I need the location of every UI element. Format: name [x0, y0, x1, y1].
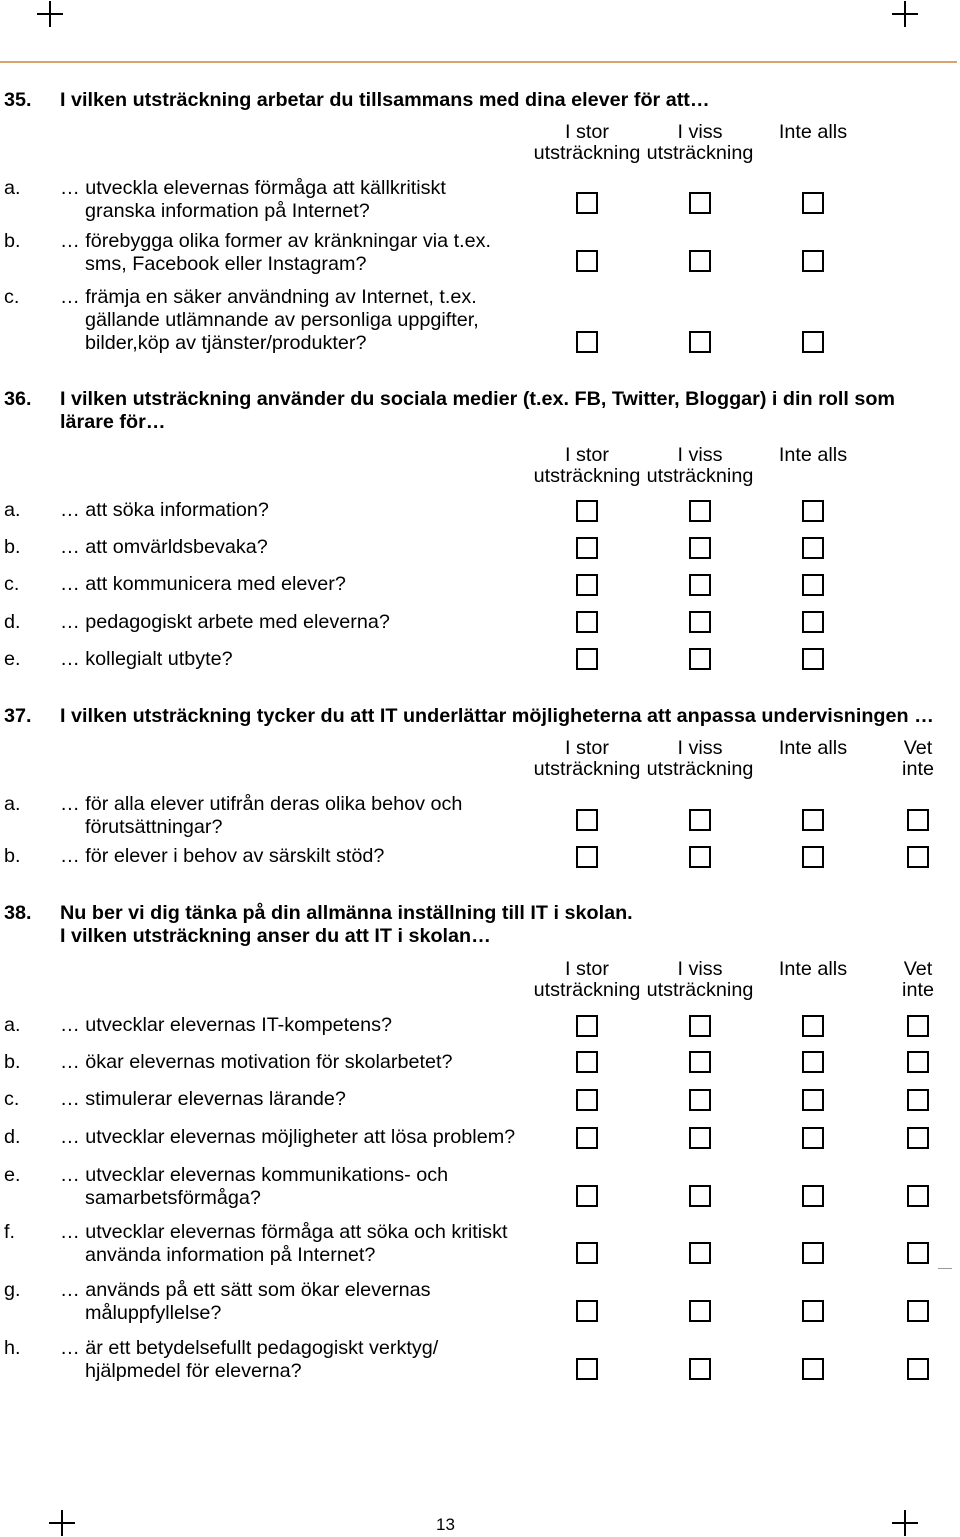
column-header-i-stor — [527, 122, 647, 164]
checkbox-inte-alls[interactable] — [802, 250, 824, 272]
item-text: … att söka information? — [60, 499, 269, 521]
item-text-continued: hjälpmedel för eleverna? — [85, 1360, 302, 1382]
margin-mark — [938, 1268, 952, 1269]
column-header-line: I stor — [565, 958, 609, 980]
item-text: … ökar elevernas motivation för skolarbetet? — [60, 1051, 453, 1073]
item-text-continued: granska information på Internet? — [85, 200, 370, 222]
item-letter: d. — [4, 611, 21, 633]
checkbox-inte-alls[interactable] — [802, 611, 824, 633]
item-text: … att omvärldsbevaka? — [60, 536, 268, 558]
column-header-line: Inte alls — [778, 958, 848, 980]
item-text: … används på ett sätt som ökar elevernas — [60, 1279, 431, 1301]
question-title: I vilken utsträckning tycker du att IT underlättar möjligheterna att anpassa undervisningen … — [60, 705, 934, 727]
checkbox-vet-inte[interactable] — [907, 809, 929, 831]
item-letter: c. — [4, 1088, 20, 1110]
checkbox-i-viss[interactable] — [689, 1127, 711, 1149]
checkbox-i-viss[interactable] — [689, 1300, 711, 1322]
checkbox-i-stor[interactable] — [576, 1127, 598, 1149]
item-letter: a. — [4, 793, 21, 815]
item-letter: e. — [4, 648, 21, 670]
item-text-continued: gällande utlämnande av personliga uppgifter, — [85, 309, 479, 331]
checkbox-i-viss[interactable] — [689, 1089, 711, 1111]
column-header-line: utsträckning — [646, 465, 754, 487]
item-text: … för alla elever utifrån deras olika behov och — [60, 793, 463, 815]
checkbox-i-stor[interactable] — [576, 1089, 598, 1111]
checkbox-vet-inte[interactable] — [907, 1051, 929, 1073]
checkbox-i-viss[interactable] — [689, 1358, 711, 1380]
checkbox-vet-inte[interactable] — [907, 846, 929, 868]
checkbox-inte-alls[interactable] — [802, 1358, 824, 1380]
checkbox-vet-inte[interactable] — [907, 1242, 929, 1264]
item-letter: a. — [4, 177, 21, 199]
item-letter: a. — [4, 499, 21, 521]
item-text: … utvecklar elevernas förmåga att söka och kritiskt — [60, 1221, 508, 1243]
column-header-line: utsträckning — [646, 979, 754, 1001]
checkbox-i-stor[interactable] — [576, 250, 598, 272]
item-letter: b. — [4, 1051, 21, 1073]
checkbox-i-viss[interactable] — [689, 1051, 711, 1073]
question-title-continued: lärare för… — [60, 411, 166, 433]
item-text: … är ett betydelsefullt pedagogiskt verktyg/ — [60, 1337, 439, 1359]
column-header-line: utsträckning — [646, 142, 754, 164]
column-header-line: Vet — [903, 958, 933, 980]
checkbox-inte-alls[interactable] — [802, 648, 824, 670]
page-number: 13 — [436, 1515, 455, 1534]
checkbox-inte-alls[interactable] — [802, 537, 824, 559]
item-letter: b. — [4, 230, 21, 252]
column-header-line: Inte alls — [778, 444, 848, 466]
item-text-continued: måluppfyllelse? — [85, 1302, 222, 1324]
column-header-i-stor — [527, 445, 647, 487]
question-number: 35. — [4, 89, 32, 111]
checkbox-inte-alls[interactable] — [802, 192, 824, 214]
checkbox-i-stor[interactable] — [576, 1015, 598, 1037]
checkbox-i-viss[interactable] — [689, 809, 711, 831]
column-header-line: I stor — [565, 121, 609, 143]
item-text-continued: sms, Facebook eller Instagram? — [85, 253, 367, 275]
checkbox-i-stor[interactable] — [576, 1185, 598, 1207]
checkbox-i-viss[interactable] — [689, 648, 711, 670]
registration-mark-bottom-left — [49, 1510, 75, 1536]
checkbox-i-viss[interactable] — [689, 500, 711, 522]
item-letter: c. — [4, 573, 20, 595]
checkbox-i-viss[interactable] — [689, 1015, 711, 1037]
checkbox-inte-alls[interactable] — [802, 331, 824, 353]
item-letter: d. — [4, 1126, 21, 1148]
checkbox-i-stor[interactable] — [576, 611, 598, 633]
column-header-line: I viss — [677, 737, 723, 759]
checkbox-inte-alls[interactable] — [802, 574, 824, 596]
item-letter: b. — [4, 536, 21, 558]
checkbox-vet-inte[interactable] — [907, 1127, 929, 1149]
item-text: … främja en säker användning av Internet, t.ex. — [60, 286, 477, 308]
item-text: … kollegialt utbyte? — [60, 648, 233, 670]
checkbox-inte-alls[interactable] — [802, 1015, 824, 1037]
item-letter: f. — [4, 1221, 15, 1243]
item-text: … stimulerar elevernas lärande? — [60, 1088, 346, 1110]
item-text-continued: samarbetsförmåga? — [85, 1187, 261, 1209]
column-header-inte-alls — [753, 122, 873, 143]
checkbox-inte-alls[interactable] — [802, 500, 824, 522]
top-crop-rule — [0, 61, 957, 63]
checkbox-i-viss[interactable] — [689, 846, 711, 868]
checkbox-vet-inte[interactable] — [907, 1358, 929, 1380]
column-header-i-viss — [640, 445, 760, 487]
item-letter: b. — [4, 845, 21, 867]
item-text: … att kommunicera med elever? — [60, 573, 346, 595]
item-text-continued: förutsättningar? — [85, 816, 223, 838]
checkbox-i-stor[interactable] — [576, 192, 598, 214]
item-text-continued: bilder,köp av tjänster/produkter? — [85, 332, 367, 354]
item-letter: h. — [4, 1337, 21, 1359]
item-text: … pedagogiskt arbete med eleverna? — [60, 611, 390, 633]
item-text: … förebygga olika former av kränkningar via t.ex. — [60, 230, 491, 252]
item-letter: g. — [4, 1279, 21, 1301]
checkbox-vet-inte[interactable] — [907, 1300, 929, 1322]
checkbox-i-viss[interactable] — [689, 1185, 711, 1207]
item-text: … utvecklar elevernas möjligheter att lösa problem? — [60, 1126, 516, 1148]
column-header-line: utsträckning — [533, 979, 641, 1001]
column-header-vet-inte — [858, 738, 960, 780]
column-header-line: I viss — [677, 958, 723, 980]
question-title: Nu ber vi dig tänka på din allmänna inställning till IT i skolan. — [60, 902, 633, 924]
checkbox-i-viss[interactable] — [689, 250, 711, 272]
checkbox-i-stor[interactable] — [576, 1358, 598, 1380]
checkbox-inte-alls[interactable] — [802, 1051, 824, 1073]
item-letter: a. — [4, 1014, 21, 1036]
column-header-inte-alls — [753, 738, 873, 759]
checkbox-inte-alls[interactable] — [802, 1089, 824, 1111]
column-header-line: utsträckning — [533, 142, 641, 164]
checkbox-i-viss[interactable] — [689, 1242, 711, 1264]
question-number: 37. — [4, 705, 32, 727]
column-header-vet-inte — [858, 959, 960, 1001]
question-title: I vilken utsträckning använder du sociala medier (t.ex. FB, Twitter, Bloggar) i din roll som — [60, 388, 896, 410]
column-header-line: inte — [902, 758, 934, 780]
registration-mark-top-right — [892, 1, 918, 27]
checkbox-i-viss[interactable] — [689, 537, 711, 559]
checkbox-i-stor[interactable] — [576, 574, 598, 596]
checkbox-i-stor[interactable] — [576, 809, 598, 831]
checkbox-i-viss[interactable] — [689, 331, 711, 353]
checkbox-inte-alls[interactable] — [802, 809, 824, 831]
column-header-inte-alls — [753, 959, 873, 980]
checkbox-i-stor[interactable] — [576, 500, 598, 522]
checkbox-i-stor[interactable] — [576, 648, 598, 670]
checkbox-i-viss[interactable] — [689, 192, 711, 214]
column-header-inte-alls — [753, 445, 873, 466]
column-header-i-viss — [640, 738, 760, 780]
column-header-line: I stor — [565, 737, 609, 759]
registration-mark-top-left — [37, 1, 63, 27]
checkbox-i-viss[interactable] — [689, 611, 711, 633]
column-header-i-viss — [640, 122, 760, 164]
column-header-line: Inte alls — [778, 737, 848, 759]
checkbox-inte-alls[interactable] — [802, 1127, 824, 1149]
column-header-line: I viss — [677, 444, 723, 466]
registration-mark-bottom-right — [892, 1510, 918, 1536]
checkbox-i-stor[interactable] — [576, 1300, 598, 1322]
checkbox-i-stor[interactable] — [576, 537, 598, 559]
item-text: … för elever i behov av särskilt stöd? — [60, 845, 385, 867]
column-header-line: Vet — [903, 737, 933, 759]
column-header-line: I stor — [565, 444, 609, 466]
checkbox-i-stor[interactable] — [576, 846, 598, 868]
column-header-line: utsträckning — [646, 758, 754, 780]
checkbox-inte-alls[interactable] — [802, 846, 824, 868]
question-number: 36. — [4, 388, 32, 410]
checkbox-inte-alls[interactable] — [802, 1242, 824, 1264]
column-header-i-viss — [640, 959, 760, 1001]
checkbox-inte-alls[interactable] — [802, 1185, 824, 1207]
item-letter: c. — [4, 286, 20, 308]
column-header-line: utsträckning — [533, 758, 641, 780]
checkbox-vet-inte[interactable] — [907, 1089, 929, 1111]
column-header-i-stor — [527, 738, 647, 780]
item-letter: e. — [4, 1164, 21, 1186]
item-text: … utveckla elevernas förmåga att källkritiskt — [60, 177, 446, 199]
column-header-i-stor — [527, 959, 647, 1001]
column-header-line: inte — [902, 979, 934, 1001]
column-header-line: I viss — [677, 121, 723, 143]
item-text-continued: använda information på Internet? — [85, 1244, 376, 1266]
item-text: … utvecklar elevernas IT-kompetens? — [60, 1014, 393, 1036]
checkbox-vet-inte[interactable] — [907, 1015, 929, 1037]
checkbox-inte-alls[interactable] — [802, 1300, 824, 1322]
question-title-continued: I vilken utsträckning anser du att IT i skolan… — [60, 925, 491, 947]
column-header-line: Inte alls — [778, 121, 848, 143]
item-text: … utvecklar elevernas kommunikations- och — [60, 1164, 449, 1186]
question-number: 38. — [4, 902, 32, 924]
column-header-line: utsträckning — [533, 465, 641, 487]
checkbox-i-stor[interactable] — [576, 1051, 598, 1073]
checkbox-vet-inte[interactable] — [907, 1185, 929, 1207]
checkbox-i-viss[interactable] — [689, 574, 711, 596]
checkbox-i-stor[interactable] — [576, 1242, 598, 1264]
checkbox-i-stor[interactable] — [576, 331, 598, 353]
question-title: I vilken utsträckning arbetar du tillsammans med dina elever för att… — [60, 89, 710, 111]
